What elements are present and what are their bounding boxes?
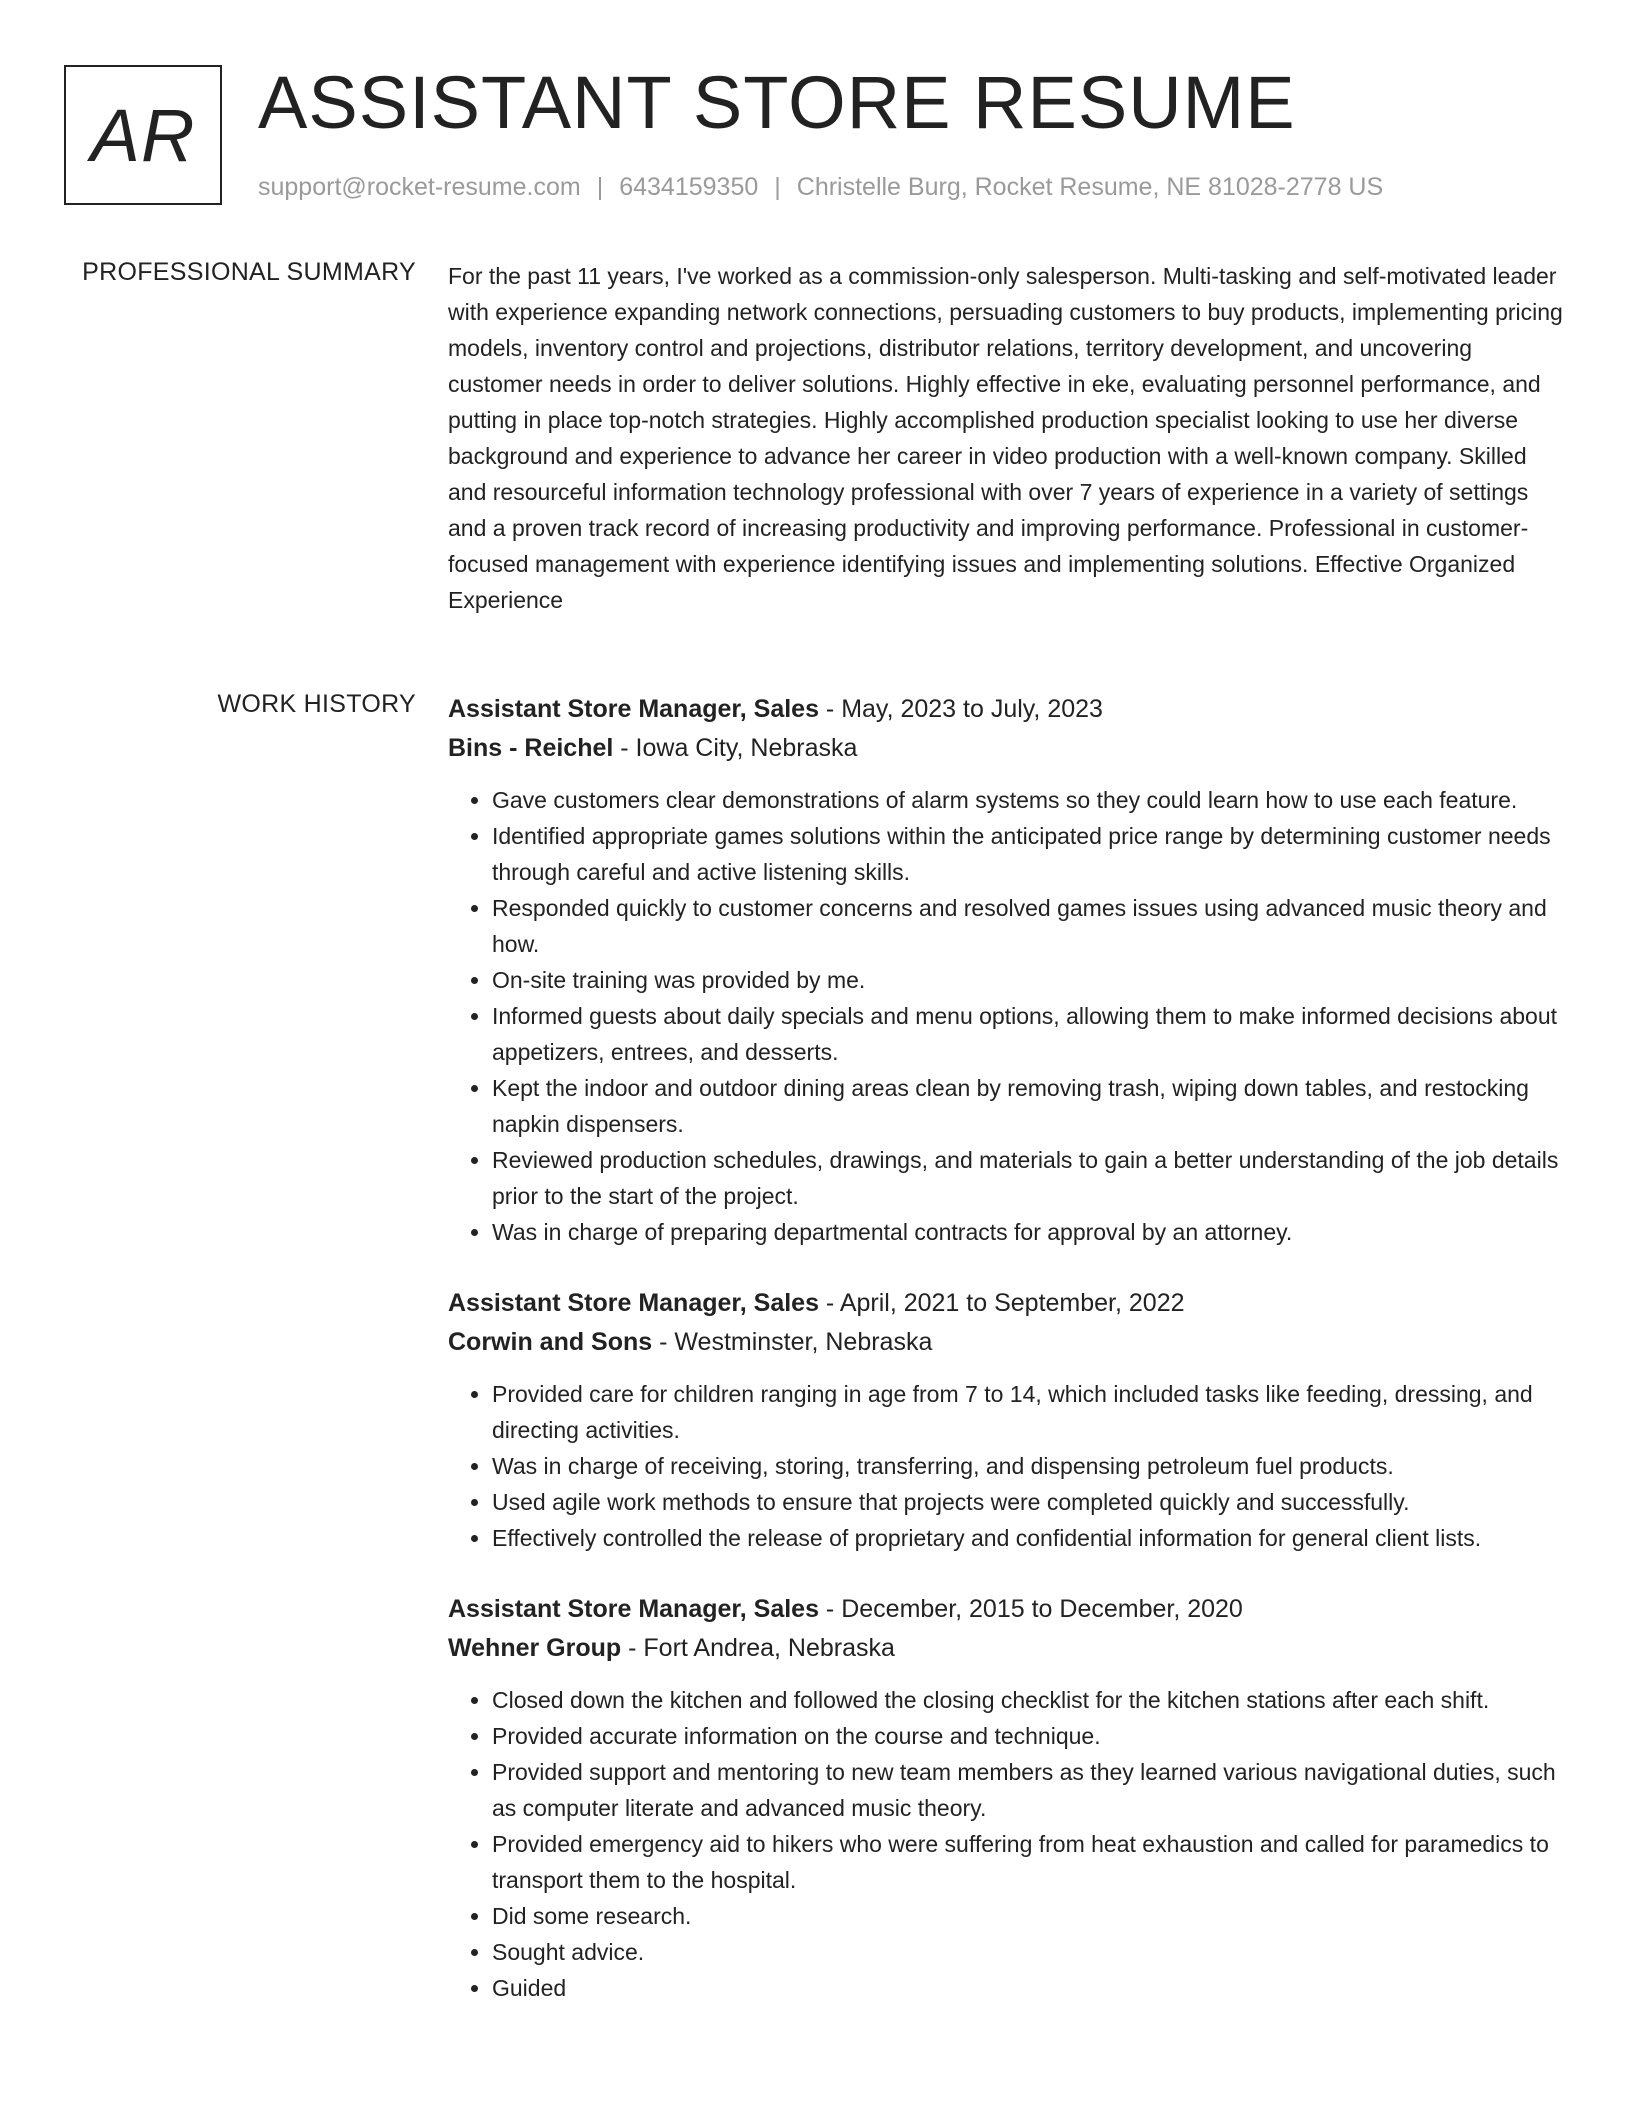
section-heading-work-history: WORK HISTORY: [217, 690, 416, 718]
job-bullet: • Provided care for children ranging in age from 7 to 14, which included tasks like feeding, dressing, and directing activities.: [492, 1376, 1568, 1448]
work-history-body: [448, 690, 1568, 2040]
job-company: Bins - Reichel: [448, 734, 614, 762]
job-location: - Fort Andrea, Nebraska: [621, 1634, 895, 1662]
section-heading-summary: PROFESSIONAL SUMMARY: [82, 258, 416, 286]
job-dates: - May, 2023 to July, 2023: [818, 695, 1103, 723]
contact-phone: 6434159350: [619, 173, 759, 201]
job-title-line: [448, 1284, 1568, 1323]
job-bullet: • Was in charge of receiving, storing, transferring, and dispensing petroleum fuel products.: [492, 1448, 1568, 1484]
contact-email: support@rocket-resume.com: [258, 173, 581, 201]
job-company-line: [448, 729, 1568, 768]
job-bullet: • Kept the indoor and outdoor dining areas clean by removing trash, wiping down tables, and restocking napkin dispensers.: [492, 1070, 1568, 1142]
job-entry: [448, 690, 1568, 1250]
job-bullet: • Was in charge of preparing departmental contracts for approval by an attorney.: [492, 1214, 1568, 1250]
job-bullet: • On-site training was provided by me.: [492, 962, 1568, 998]
job-bullet: • Provided emergency aid to hikers who were suffering from heat exhaustion and called for paramedics to transport them to the hospital.: [492, 1826, 1568, 1898]
job-entry: [448, 1284, 1568, 1556]
job-company: Corwin and Sons: [448, 1328, 653, 1356]
job-entry: [448, 1590, 1568, 2006]
job-title-line: [448, 1590, 1568, 1629]
job-title-line: [448, 690, 1568, 729]
job-bullet: • Sought advice.: [492, 1934, 1568, 1970]
job-bullet: • Responded quickly to customer concerns and resolved games issues using advanced music theory and how.: [492, 890, 1568, 962]
summary-text: For the past 11 years, I've worked as a commission-only salesperson. Multi-tasking and self-motivated leader with experience expanding network connections, persuading customers to buy products, implementing pricing models, inventory control and projections, distributor relations, territory development, and uncovering customer needs in order to deliver solutions. Highly effective in eke, evaluating personnel performance, and putting in place top-notch strategies. Highly accomplished production specialist looking to use her diverse background and experience to advance her career in video production with a well-known company. Skilled and resourceful information technology professional with over 7 years of experience in a variety of settings and a proven track record of increasing productivity and improving performance. Professional in customer-focused management with experience identifying issues and implementing solutions. Effective Organized Experience: [448, 263, 1563, 613]
job-title: Assistant Store Manager, Sales: [448, 1289, 819, 1317]
job-bullet: • Closed down the kitchen and followed the closing checklist for the kitchen stations after each shift.: [492, 1682, 1568, 1718]
job-bullet-list: [448, 782, 1568, 1250]
job-bullet: • Provided accurate information on the course and technique.: [492, 1718, 1568, 1754]
job-company: Wehner Group: [448, 1634, 622, 1662]
resume-header: [64, 61, 1564, 210]
contact-address: Christelle Burg, Rocket Resume, NE 81028-2778 US: [796, 173, 1384, 201]
job-location: - Iowa City, Nebraska: [613, 734, 858, 762]
job-bullet: • Guided: [492, 1970, 1568, 2006]
job-bullet: • Did some research.: [492, 1898, 1568, 1934]
job-company-line: [448, 1629, 1568, 1668]
job-location: - Westminster, Nebraska: [652, 1328, 933, 1356]
contact-separator: |: [774, 173, 781, 201]
summary-body: [448, 258, 1568, 618]
job-title: Assistant Store Manager, Sales: [448, 1595, 819, 1623]
job-bullet: • Informed guests about daily specials and menu options, allowing them to make informed decisions about appetizers, entrees, and desserts.: [492, 998, 1568, 1070]
job-bullet: • Reviewed production schedules, drawings, and materials to gain a better understanding of the job details prior to the start of the project.: [492, 1142, 1568, 1214]
job-dates: - April, 2021 to September, 2022: [818, 1289, 1185, 1317]
job-bullet-list: [448, 1376, 1568, 1556]
contact-line: [258, 173, 1383, 202]
job-bullet: • Identified appropriate games solutions within the anticipated price range by determining customer needs through careful and active listening skills.: [492, 818, 1568, 890]
job-bullet: • Provided support and mentoring to new team members as they learned various navigational duties, such as computer literate and advanced music theory.: [492, 1754, 1568, 1826]
job-company-line: [448, 1323, 1568, 1362]
job-dates: - December, 2015 to December, 2020: [818, 1595, 1243, 1623]
job-bullet: • Used agile work methods to ensure that projects were completed quickly and successfully.: [492, 1484, 1568, 1520]
monogram-badge: AR: [64, 65, 222, 205]
job-title: Assistant Store Manager, Sales: [448, 695, 819, 723]
job-bullet: • Gave customers clear demonstrations of alarm systems so they could learn how to use each feature.: [492, 782, 1568, 818]
contact-separator: |: [596, 173, 604, 201]
resume-title: ASSISTANT STORE RESUME: [258, 61, 1296, 144]
job-bullet: • Effectively controlled the release of proprietary and confidential information for general client lists.: [492, 1520, 1568, 1556]
job-bullet-list: [448, 1682, 1568, 2006]
